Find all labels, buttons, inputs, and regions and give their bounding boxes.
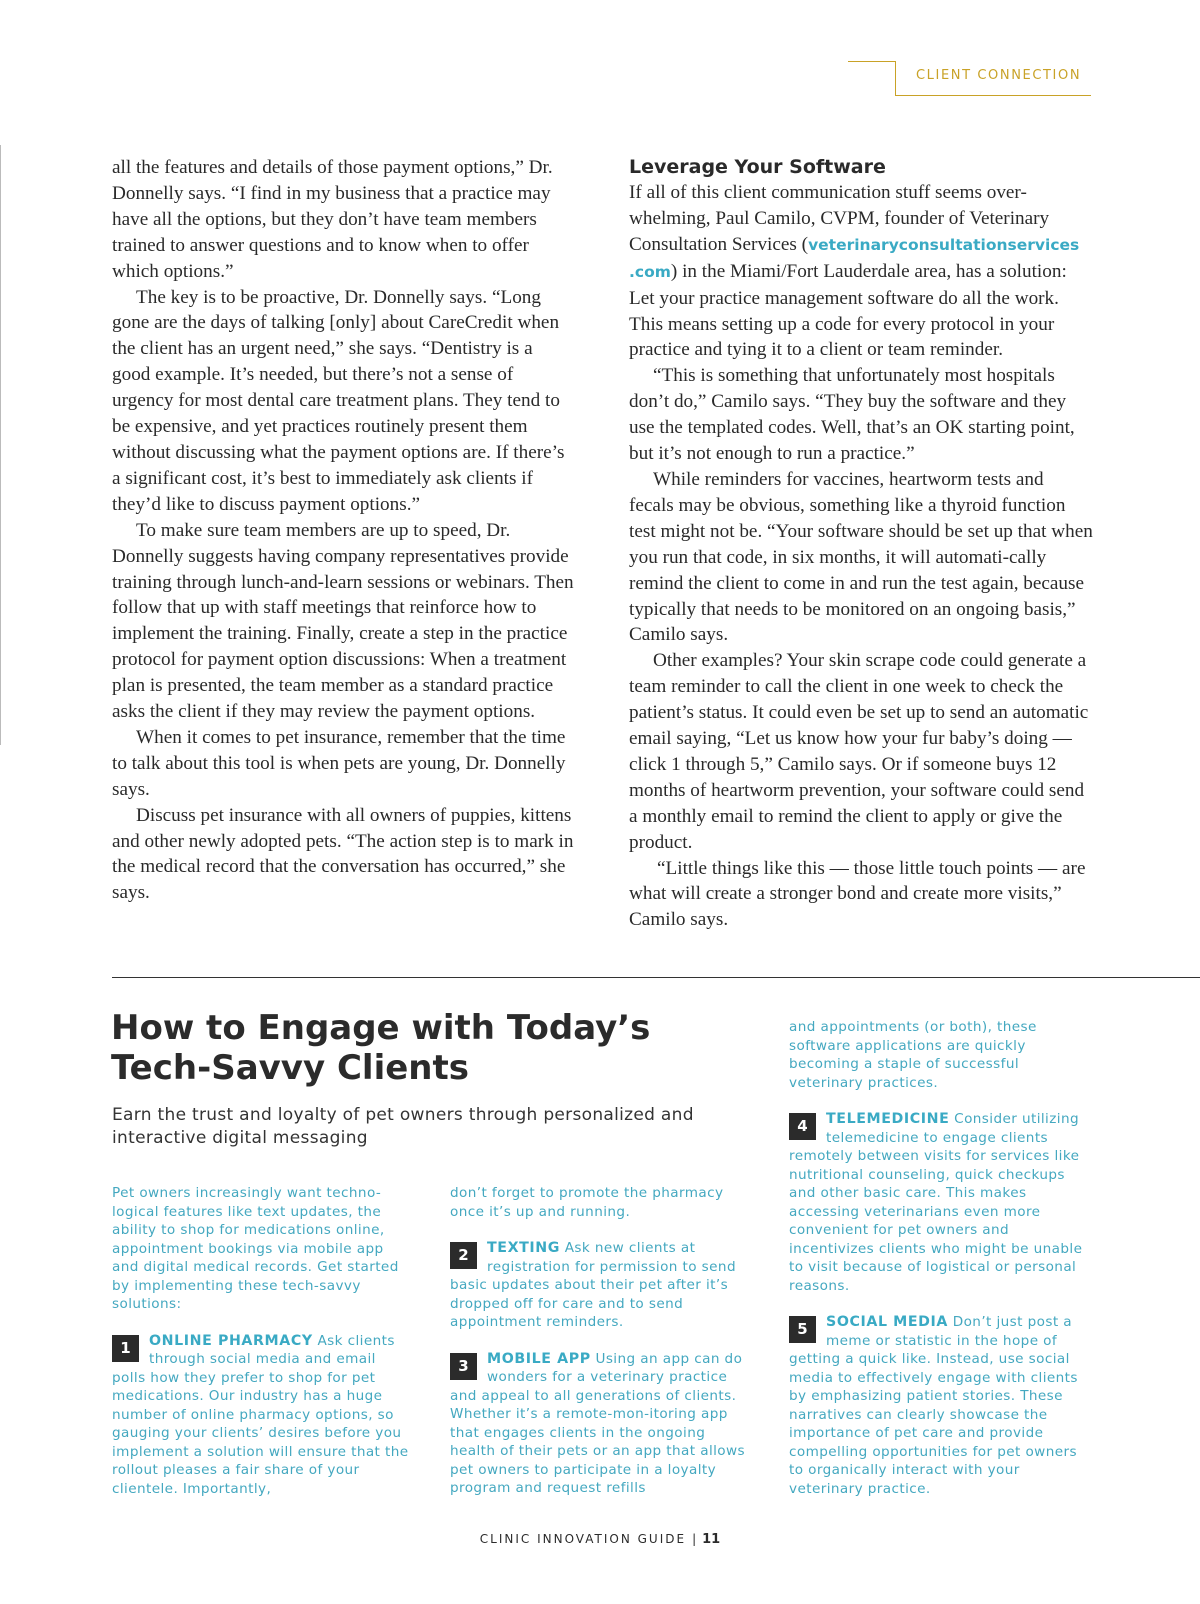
publication-name: CLINIC INNOVATION GUIDE <box>479 1532 687 1546</box>
tip-label: MOBILE APP <box>487 1350 591 1367</box>
section-divider <box>112 977 1200 978</box>
article-paragraph: To make sure team members are up to speed, Dr. Donnelly suggests having company representatives provide training through lunch-and-learn sessions or webinars. Then follow that up with staff meetings that reinforce how to implement the training. Finally, create a step in the practice protocol for payment option discussions: When a treatment plan is presented, the team member as a standard practice asks the client if they may review the payment options. <box>112 519 574 723</box>
article-paragraph: “Little things like this — those little touch points — are what will create a stronger bond and create more visits,” Camilo says. <box>629 857 1086 931</box>
footer-separator: | <box>692 1532 697 1546</box>
tip-text: Ask clients through social media and email polls how they prefer to shop for pet medications. Our industry has a huge number of online pharmacy options, so gauging your clients’ desires before you implement a solution will ensure that the rollout pleases a fair share of your clientele. Importantly, <box>112 1332 409 1497</box>
article-paragraph: “This is something that unfortunately most hospitals don’t do,” Camilo says. “They buy the software and they use the templated codes. Well, that’s an OK starting point, but it’s not enough to run a practice.” <box>629 365 1075 465</box>
paragraph-text: If all of this client communication stuff seems over-whelming, Paul Camilo, CVPM, founder of Veterinary Consultation Services ( <box>629 182 1050 255</box>
article-paragraph: Discuss pet insurance with all owners of puppies, kittens and other newly adopted pets. “The action step is to mark in the medical record that the conversation has occurred,” she says. <box>112 804 574 904</box>
page-edge-line <box>0 145 1 745</box>
website-link[interactable]: veterinaryconsultationservices .com <box>629 235 1080 281</box>
tip-number-badge: 2 <box>450 1242 477 1269</box>
sidebar-title: How to Engage with Today’s Tech-Savvy Clients <box>111 1008 651 1088</box>
header-rule-top <box>848 61 896 62</box>
sidebar-subtitle: Earn the trust and loyalty of pet owners through personalized and interactive digital messaging <box>112 1105 694 1148</box>
tip-continuation: don’t forget to promote the pharmacy once it’s up and running. <box>450 1185 724 1220</box>
tip-social-media <box>789 1313 1094 1498</box>
paragraph-text: ) in the Miami/Fort Lauderdale area, has a solution: Let your practice management software do all the work. This means setting up a code for every protocol in your practice and tying it to a client or team reminder. <box>629 260 1067 361</box>
section-label: CLIENT CONNECTION <box>916 68 1082 83</box>
tip-label: TEXTING <box>487 1240 560 1256</box>
tip-mobile-app <box>450 1350 755 1498</box>
article-paragraph <box>629 180 1093 363</box>
page-footer <box>0 1532 1200 1547</box>
article-right-column <box>629 155 1093 933</box>
sidebar-column-2 <box>450 1184 755 1498</box>
sidebar-column-3 <box>789 1018 1094 1498</box>
article-paragraph: The key is to be proactive, Dr. Donnelly says. “Long gone are the days of talking [only] about CareCredit when the client has an urgent need,” she says. “Dentistry is a good example. It’s needed, but there’s not a sense of urgency for most dental care treatment plans. They tend to be expensive, and yet practices routinely present them without discussing what the payment options are. If there’s a significant cost, it’s best to immediately ask clients if they’d like to discuss payment options.” <box>112 286 565 515</box>
tip-label: TELEMEDICINE <box>826 1111 950 1127</box>
article-paragraph: While reminders for vaccines, heartworm tests and fecals may be obvious, something like a thyroid function test might not be. “Your software should be set up that when you run that code, in six months, it will automati-cally remind the client to come in and run the test again, because typically that needs to be monitored on an ongoing basis,” Camilo says. <box>629 468 1093 646</box>
tip-text: Don’t just post a meme or statistic in the hope of getting a quick like. Instead, use social media to effectively engage with clients by emphasizing patient stories. These narratives can clearly showcase the importance of pet care and provide compelling opportunities for pet owners to organically interact with your veterinary practice. <box>789 1314 1078 1497</box>
tip-label: SOCIAL MEDIA <box>826 1314 948 1330</box>
tip-number-badge: 5 <box>789 1316 816 1343</box>
page-number: 11 <box>702 1532 721 1547</box>
sidebar-column-1 <box>112 1184 412 1498</box>
tip-text: Consider utilizing telemedicine to engage clients remotely between visits for services like nutritional counseling, quick checkups and other basic care. This makes accessing veterinarians even more convenient for pet owners and incentivizes clients who might be unable to visit because of logistical or personal reasons. <box>789 1111 1083 1294</box>
article-paragraph: When it comes to pet insurance, remember that the time to talk about this tool is when pets are young, Dr. Donnelly says. <box>112 726 566 800</box>
sidebar-intro: Pet owners increasingly want techno-logical features like text updates, the ability to shop for medications online, appointment bookings via mobile app and digital medical records. Get started by implementing these tech-savvy solutions: <box>112 1185 399 1312</box>
header-rule-vertical <box>895 61 896 96</box>
header-rule-bottom <box>895 95 1091 96</box>
article-paragraph: Other examples? Your skin scrape code could generate a team reminder to call the client in one week to check the patient’s status. It could even be set up to send an automatic email saying, “Let us know how your fur baby’s doing — click 1 through 5,” Camilo says. Or if someone buys 12 months of heartworm prevention, your software could send a monthly email to remind the client to apply or give the product. <box>629 650 1089 853</box>
tip-texting <box>450 1239 755 1332</box>
article-left-column <box>112 155 574 906</box>
tip-label: ONLINE PHARMACY <box>149 1332 313 1349</box>
article-paragraph: all the features and details of those payment options,” Dr. Donnelly says. “I find in my business that a practice may have all the options, but they don’t have team members trained to answer questions and to know when to offer which options.” <box>112 157 553 282</box>
tip-telemedicine <box>789 1110 1094 1295</box>
section-heading: Leverage Your Software <box>629 156 886 178</box>
tip-number-badge: 3 <box>450 1353 477 1380</box>
tip-text: Using an app can do wonders for a veterinary practice and appeal to all generations of clients. Whether it’s a remote-mon-itoring app that engages clients in the ongoing health of their pets or an app that allows pet owners to participate in a loyalty program and request refills <box>450 1350 746 1496</box>
tip-number-badge: 1 <box>112 1335 139 1362</box>
tip-text: Ask new clients at registration for permission to send basic updates about their pet after it’s dropped off for care and to send appointment reminders. <box>450 1240 736 1330</box>
tip-online-pharmacy <box>112 1332 412 1499</box>
tip-continuation: and appointments (or both), these software applications are quickly becoming a staple of successful veterinary practices. <box>789 1019 1037 1091</box>
tip-number-badge: 4 <box>789 1113 816 1140</box>
